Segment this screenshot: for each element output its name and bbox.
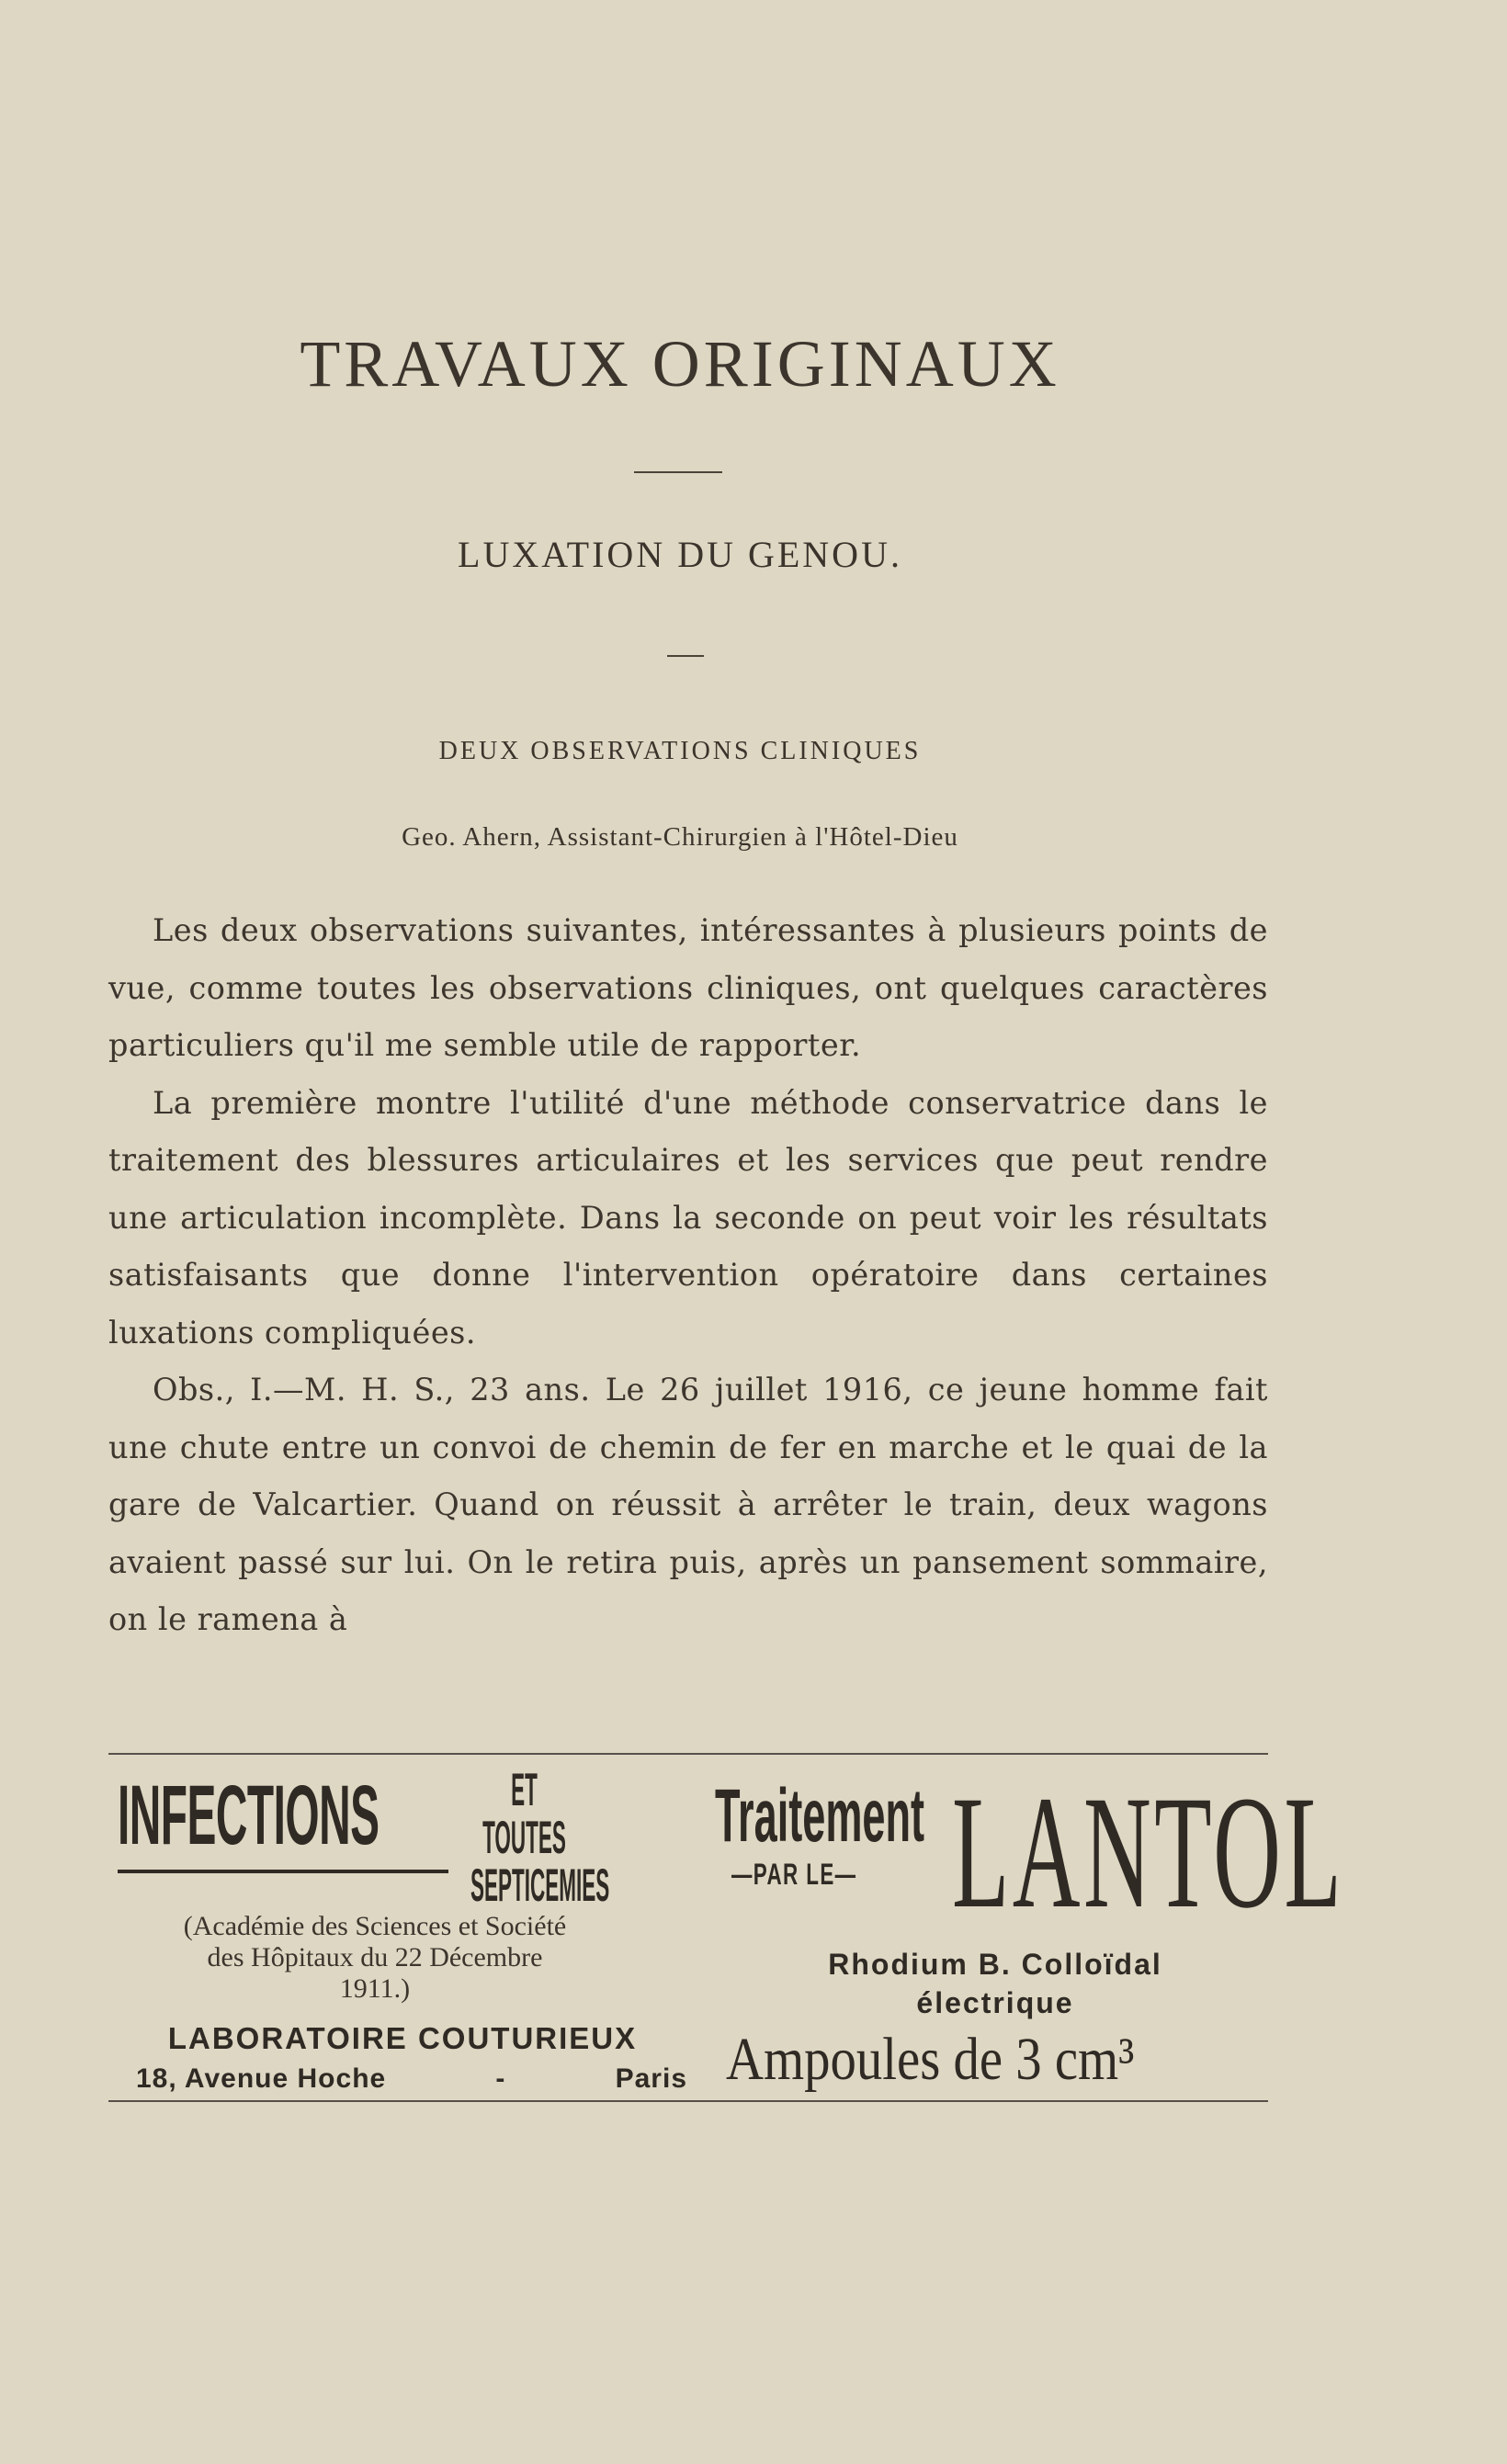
ad-top-rule bbox=[108, 1753, 1268, 1755]
ad-headline-sub-1: ET TOUTES bbox=[482, 1764, 566, 1863]
ad-bottom-rule bbox=[108, 2100, 1268, 2102]
ad-traitement: Traitement bbox=[715, 1774, 925, 1858]
ad-laboratory: LABORATOIRE COUTURIEUX bbox=[167, 2021, 638, 2055]
paragraph: Obs., I.—M. H. S., 23 ans. Le 26 juillet 1916, ce jeune homme fait une chute entre un convoi de chemin de fer en marche et le quai de la gare de Valcartier. Quand on réussit à arrêter le train, deux wagons avaient passé sur lui. On le retira puis, après un pansement sommaire, on le ramena à bbox=[108, 1372, 1268, 1637]
ad-academy-note bbox=[136, 1911, 614, 2005]
ad-lantol-block bbox=[706, 1763, 1345, 2097]
article-title: LUXATION DU GENOU. bbox=[458, 534, 902, 575]
section-heading: DEUX OBSERVATIONS CLINIQUES bbox=[438, 737, 922, 765]
paragraph: Les deux observations suivantes, intéressantes à plusieurs points de vue, comme toutes les observations cliniques, ont quelques caractères particuliers qu'il me semble utile de rapporter. bbox=[108, 912, 1268, 1063]
ad-academy-line-1: (Académie des Sciences et Société bbox=[183, 1911, 567, 1941]
ad-address-separator: - bbox=[495, 2063, 506, 2094]
advertisement bbox=[108, 1753, 1345, 2102]
author-line: Geo. Ahern, Assistant-Chirurgien à l'Hôtel-Dieu bbox=[402, 822, 958, 852]
ad-academy-line-2: des Hôpitaux du 22 Décembre bbox=[207, 1942, 543, 1972]
ad-product-name: LANTOL bbox=[952, 1763, 1345, 1942]
paragraph: La première montre l'utilité d'une méthode conservatrice dans le traitement des blessures articulaires et les services que peut rendre une articulation incomplète. Dans la seconde on peut voir les résultats satisfaisants que donne l'intervention opératoire dans certaines luxations compliquées. bbox=[108, 1084, 1268, 1351]
ad-par-le: —PAR LE— bbox=[731, 1858, 857, 1891]
ad-infections-block bbox=[108, 1766, 687, 2097]
ad-address bbox=[136, 2063, 687, 2095]
ad-address-city: Paris bbox=[615, 2063, 687, 2094]
title-divider bbox=[634, 471, 722, 473]
ad-academy-line-3: 1911.) bbox=[339, 1973, 411, 2004]
ad-rhodium: Rhodium B. Colloïdal bbox=[828, 1948, 1162, 1981]
ad-ampoules: Ampoules de 3 cm³ bbox=[726, 2026, 1135, 2093]
ad-headline-sub bbox=[470, 1764, 610, 1911]
ad-dash-rule bbox=[118, 1870, 448, 1873]
page-title: TRAVAUX ORIGINAUX bbox=[300, 327, 1060, 401]
article-body bbox=[108, 902, 1268, 1649]
ad-electrique: électrique bbox=[916, 1986, 1074, 2019]
ad-headline: INFECTIONS bbox=[118, 1769, 380, 1862]
ad-headline-sub-2: SEPTICEMIES bbox=[470, 1859, 610, 1911]
subtitle-divider bbox=[667, 655, 704, 657]
ad-address-street: 18, Avenue Hoche bbox=[136, 2063, 387, 2094]
